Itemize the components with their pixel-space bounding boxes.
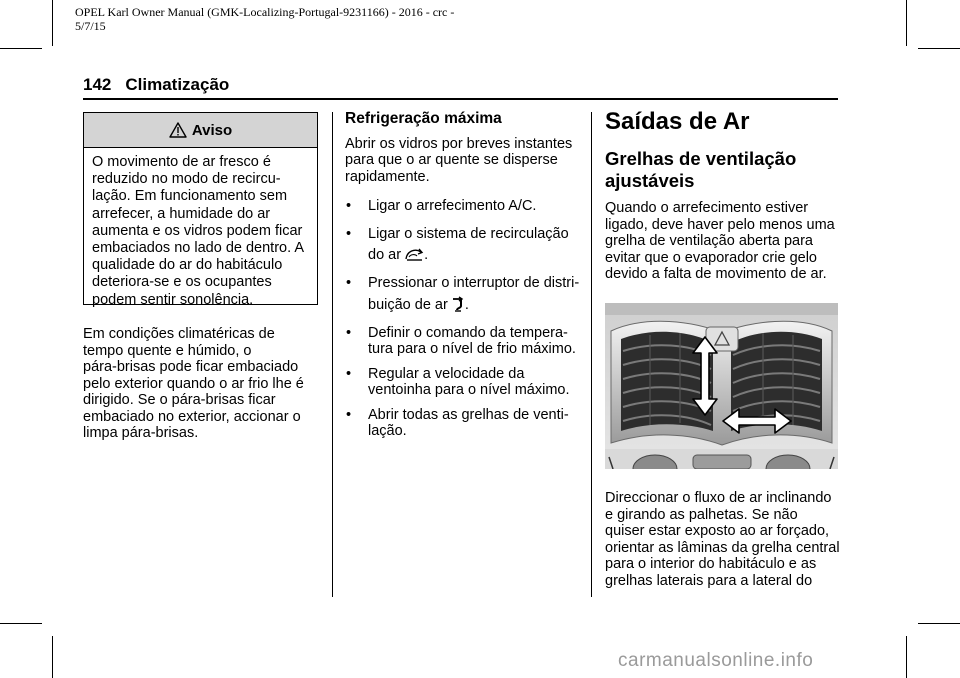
crop-mark bbox=[0, 623, 42, 624]
list-item bbox=[345, 226, 585, 264]
text-line: Quando o arrefecimento estiver bbox=[605, 200, 809, 216]
crop-mark bbox=[52, 636, 53, 678]
crop-mark bbox=[918, 48, 960, 49]
section-title: Climatização bbox=[125, 75, 230, 94]
text-line: grelha de ventilação aberta para bbox=[605, 233, 813, 249]
intro-paragraph bbox=[345, 136, 585, 186]
text-line: limpa pára-brisas. bbox=[83, 425, 199, 441]
text-line: Direccionar o fluxo de ar inclinando bbox=[605, 490, 832, 506]
text-line: ligado, deve haver pelo menos uma bbox=[605, 216, 835, 233]
warning-title: Aviso bbox=[191, 121, 233, 139]
middle-column bbox=[345, 111, 585, 440]
text-line: • Pressionar o interruptor de distri- bbox=[368, 274, 580, 291]
intro-paragraph bbox=[605, 200, 843, 283]
text-line: • Regular a velocidade da bbox=[368, 365, 525, 382]
text-line: devido a falta de movimento de ar. bbox=[605, 266, 827, 282]
text-line: ajustáveis bbox=[605, 170, 695, 191]
list-item bbox=[345, 198, 585, 215]
page-number: 142 bbox=[83, 75, 112, 94]
warning-body bbox=[84, 148, 317, 309]
text-line: tura para o nível de frio máximo. bbox=[368, 341, 576, 357]
column-divider bbox=[332, 112, 333, 597]
crop-mark bbox=[918, 623, 960, 624]
text-line: ventoinha para o nível máximo. bbox=[368, 382, 570, 398]
crop-mark bbox=[906, 636, 907, 678]
step-list bbox=[345, 198, 585, 440]
watermark: carmanualsonline.info bbox=[618, 650, 814, 671]
text-line: Ligar o arrefecimento A/C. bbox=[368, 198, 537, 214]
text-line: rapidamente. bbox=[345, 168, 430, 185]
text-line: Abrir os vidros por breves instantes bbox=[345, 135, 573, 152]
warning-line: reduzido no modo de recircu- bbox=[92, 171, 281, 188]
chapter-heading: Saídas de Ar bbox=[605, 108, 750, 135]
air-vent-photo-icon bbox=[605, 303, 838, 469]
crop-mark bbox=[0, 48, 42, 49]
crop-mark bbox=[52, 0, 53, 46]
warning-box bbox=[83, 112, 318, 308]
text-line: quiser estar exposto ao ar forçado, bbox=[605, 523, 830, 539]
warning-line: embaciados no lado de dentro. A bbox=[92, 240, 305, 257]
warning-line: deteriora-se e os ocupantes bbox=[92, 274, 272, 291]
list-item bbox=[345, 366, 585, 399]
text-line: buição de ar bbox=[368, 297, 448, 313]
section-heading: Refrigeração máxima bbox=[345, 110, 502, 127]
warning-line: arrefecer, a humidade do ar bbox=[92, 205, 271, 222]
warning-line: O movimento de ar fresco é bbox=[92, 154, 271, 170]
text-line: tempo quente e húmido, o bbox=[83, 342, 252, 359]
text-line: evitar que o evaporador crie gelo bbox=[605, 249, 817, 266]
warning-line: qualidade do ar do habitáculo bbox=[92, 257, 283, 274]
list-item bbox=[345, 325, 585, 358]
column-divider bbox=[591, 112, 592, 597]
text-line: pelo exterior quando o ar frio lhe é bbox=[83, 375, 304, 392]
text-line: embaciado no exterior, accionar o bbox=[83, 408, 301, 425]
text-line: do ar bbox=[368, 247, 402, 263]
text-line: lação. bbox=[368, 423, 407, 439]
page-heading bbox=[83, 75, 229, 95]
symbol-suffix: . bbox=[424, 247, 429, 263]
warning-line: podem sentir sonolência. bbox=[92, 291, 254, 308]
right-column bbox=[605, 108, 843, 283]
text-line: orientar as lâminas da grelha central bbox=[605, 539, 840, 556]
text-line: pára-brisas pode ficar embaciado bbox=[83, 359, 299, 375]
print-header-line: 5/7/15 bbox=[75, 19, 106, 33]
warning-triangle-icon bbox=[169, 122, 187, 138]
list-item bbox=[345, 275, 585, 314]
list-item bbox=[345, 407, 585, 440]
symbol-suffix: . bbox=[464, 297, 469, 313]
text-line: e girando as palhetas. Se não bbox=[605, 506, 798, 523]
air-distribution-icon bbox=[451, 296, 465, 312]
subsection-heading bbox=[605, 148, 843, 192]
text-line: grelhas laterais para a lateral do bbox=[605, 572, 813, 589]
text-line: • Abrir todas as grelhas de venti- bbox=[368, 406, 569, 423]
outro-paragraph bbox=[605, 490, 845, 589]
text-line: para o interior do habitáculo e as bbox=[605, 556, 817, 572]
text-line: dirigido. Se o pára-brisas ficar bbox=[83, 392, 276, 408]
text-line: para que o ar quente se disperse bbox=[345, 152, 558, 168]
crop-mark bbox=[906, 0, 907, 46]
recirculation-icon bbox=[404, 247, 424, 262]
print-header-line: OPEL Karl Owner Manual (GMK-Localizing-Portugal-9231166) - 2016 - crc - bbox=[75, 5, 455, 19]
print-header bbox=[75, 5, 454, 33]
left-paragraph bbox=[83, 326, 323, 442]
text-line: Em condições climatéricas de bbox=[83, 326, 275, 342]
header-rule bbox=[83, 98, 838, 100]
text-line: Grelhas de ventilação bbox=[605, 148, 797, 169]
text-line: • Definir o comando da tempera- bbox=[368, 324, 568, 341]
warning-line: lação. Em funcionamento sem bbox=[92, 188, 288, 205]
warning-line: aumenta e os vidros podem ficar bbox=[92, 222, 303, 239]
text-line: • Ligar o sistema de recirculação bbox=[368, 225, 569, 242]
warning-header bbox=[84, 113, 317, 148]
